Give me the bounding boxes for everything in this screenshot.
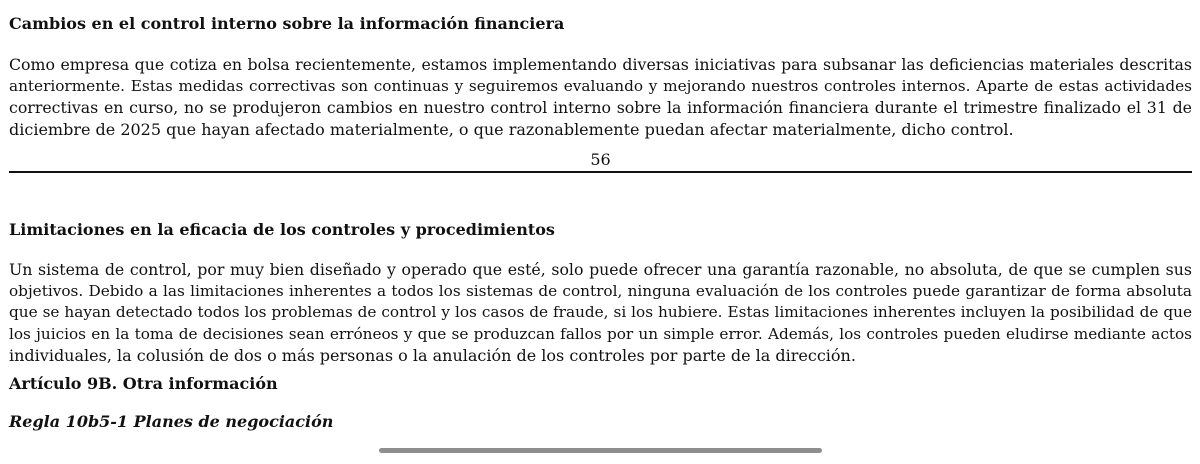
paragraph-line: Un sistema de control, por muy bien diseñado y operado que esté, solo puede ofrecer una garantía razonable, no absoluta, de que se cumplen sus <box>9 260 1192 279</box>
section-heading-internal-control-changes: Cambios en el control interno sobre la información financiera <box>9 14 565 33</box>
page-break-divider <box>9 171 1192 173</box>
section-heading-other-information: Artículo 9B. Otra información <box>9 374 278 393</box>
paragraph-line: objetivos. Debido a las limitaciones inherentes a todos los sistemas de control, ninguna evaluación de los controles puede garantizar de forma absoluta <box>9 281 1192 300</box>
paragraph-line: diciembre de 2025 que hayan afectado materialmente, o que razonablemente puedan afectar materialmente, dicho control. <box>9 119 1014 139</box>
paragraph-internal-control-changes <box>9 54 1192 140</box>
paragraph-line: que se hayan detectado todos los problemas de control y los casos de fraude, si los hubiere. Estas limitaciones inherentes incluyen la posibilidad de que <box>9 303 1192 321</box>
page-number: 56 <box>590 150 611 169</box>
paragraph-control-limitations <box>9 259 1192 367</box>
section-heading-control-limitations: Limitaciones en la eficacia de los controles y procedimientos <box>9 220 555 239</box>
paragraph-line: anteriormente. Estas medidas correctivas son continuas y seguiremos evaluando y mejorando nuestros controles internos. Aparte de estas actividades <box>9 76 1192 95</box>
horizontal-scrollbar[interactable] <box>379 448 822 453</box>
section-heading-trading-plans: Regla 10b5-1 Planes de negociación <box>9 412 334 431</box>
paragraph-line: individuales, la colusión de dos o más personas o la anulación de los controles por parte de la dirección. <box>9 346 856 365</box>
paragraph-line: correctivas en curso, no se produjeron cambios en nuestro control interno sobre la información financiera durante el trimestre finalizado el 31 de <box>9 98 1192 117</box>
paragraph-line: los juicios en la toma de decisiones sean erróneos y que se produzcan fallos por un simple error. Además, los controles pueden eludirse mediante actos <box>9 324 1192 343</box>
paragraph-line: Como empresa que cotiza en bolsa recientemente, estamos implementando diversas iniciativas para subsanar las deficiencias materiales descritas <box>9 55 1192 74</box>
